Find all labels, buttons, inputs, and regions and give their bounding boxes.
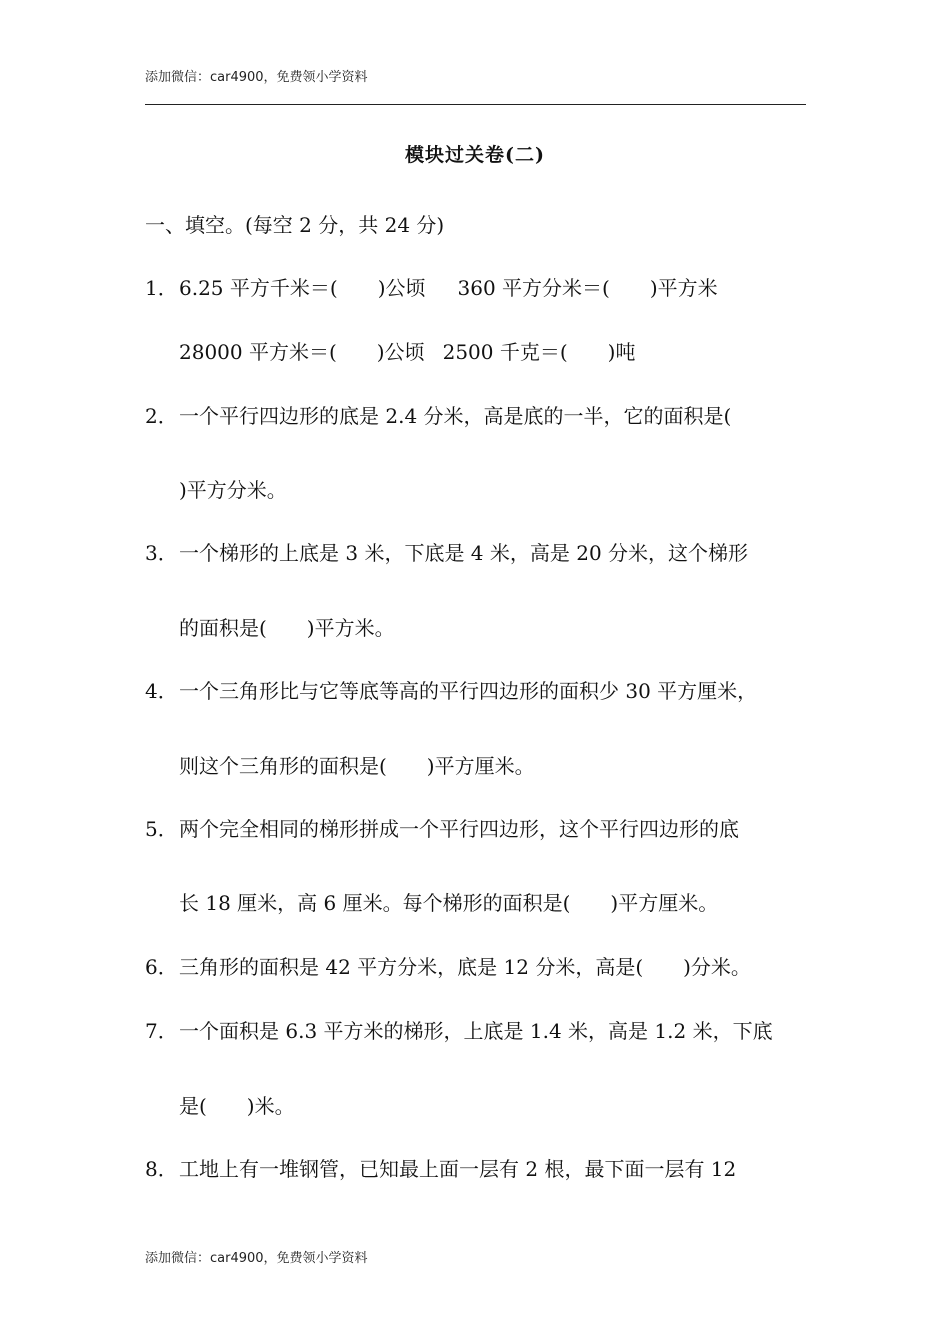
- question-7-line-2: [179, 1093, 295, 1119]
- question-4: [145, 678, 757, 704]
- page-footer-note: 添加微信：car4900，免费领小学资料: [145, 1251, 368, 1266]
- question-text: 两个完全相同的梯形拼成一个平行四边形，这个平行四边形的底: [179, 817, 739, 841]
- question-number: 1．: [145, 276, 178, 300]
- question-text: 一个三角形比与它等底等高的平行四边形的面积少 30 平方厘米，: [179, 679, 758, 703]
- question-text: 则这个三角形的面积是( )平方厘米。: [179, 754, 535, 778]
- question-text: 的面积是( )平方米。: [179, 616, 395, 640]
- question-1-line-2: [179, 339, 635, 365]
- section-heading: 一、填空。(每空 2 分，共 24 分): [145, 213, 445, 237]
- question-2-line-2: [179, 477, 287, 503]
- question-number: 5．: [145, 817, 178, 841]
- question-number: 2．: [145, 404, 178, 428]
- question-text: 一个平行四边形的底是 2.4 分米，高是底的一半，它的面积是(: [179, 404, 732, 428]
- question-text: 一个面积是 6.3 平方米的梯形，上底是 1.4 米，高是 1.2 米，下底: [179, 1019, 773, 1043]
- page-header-note: 添加微信：car4900，免费领小学资料: [145, 70, 368, 85]
- question-5-line-2: [179, 890, 718, 916]
- question-2: [145, 403, 731, 429]
- question-text: 6.25 平方千米＝( )公顷: [179, 276, 426, 300]
- question-text: 是( )米。: [179, 1094, 295, 1118]
- question-number: 3．: [145, 541, 178, 565]
- question-text: 2500 千克＝( )吨: [442, 340, 636, 364]
- question-8: [145, 1156, 736, 1182]
- header-rule: [145, 104, 806, 105]
- question-text: 工地上有一堆钢管，已知最上面一层有 2 根，最下面一层有 12: [179, 1157, 737, 1181]
- question-text: 360 平方分米＝( )平方米: [457, 276, 718, 300]
- question-text: 28000 平方米＝( )公顷: [179, 340, 425, 364]
- question-3: [145, 540, 748, 566]
- question-text: 长 18 厘米，高 6 厘米。每个梯形的面积是( )平方厘米。: [179, 891, 719, 915]
- question-7: [145, 1018, 773, 1044]
- question-number: 7．: [145, 1019, 178, 1043]
- question-number: 4．: [145, 679, 178, 703]
- question-6: [145, 954, 751, 980]
- question-text: )平方分米。: [179, 478, 287, 502]
- question-number: 8．: [145, 1157, 178, 1181]
- question-number: 6．: [145, 955, 178, 979]
- question-5: [145, 816, 739, 842]
- question-4-line-2: [179, 753, 535, 779]
- question-text: 一个梯形的上底是 3 米，下底是 4 米，高是 20 分米，这个梯形: [179, 541, 749, 565]
- question-1: [145, 275, 718, 301]
- question-text: 三角形的面积是 42 平方分米，底是 12 分米，高是( )分米。: [179, 955, 751, 979]
- question-3-line-2: [179, 615, 395, 641]
- page-title: 模块过关卷(二): [405, 144, 545, 166]
